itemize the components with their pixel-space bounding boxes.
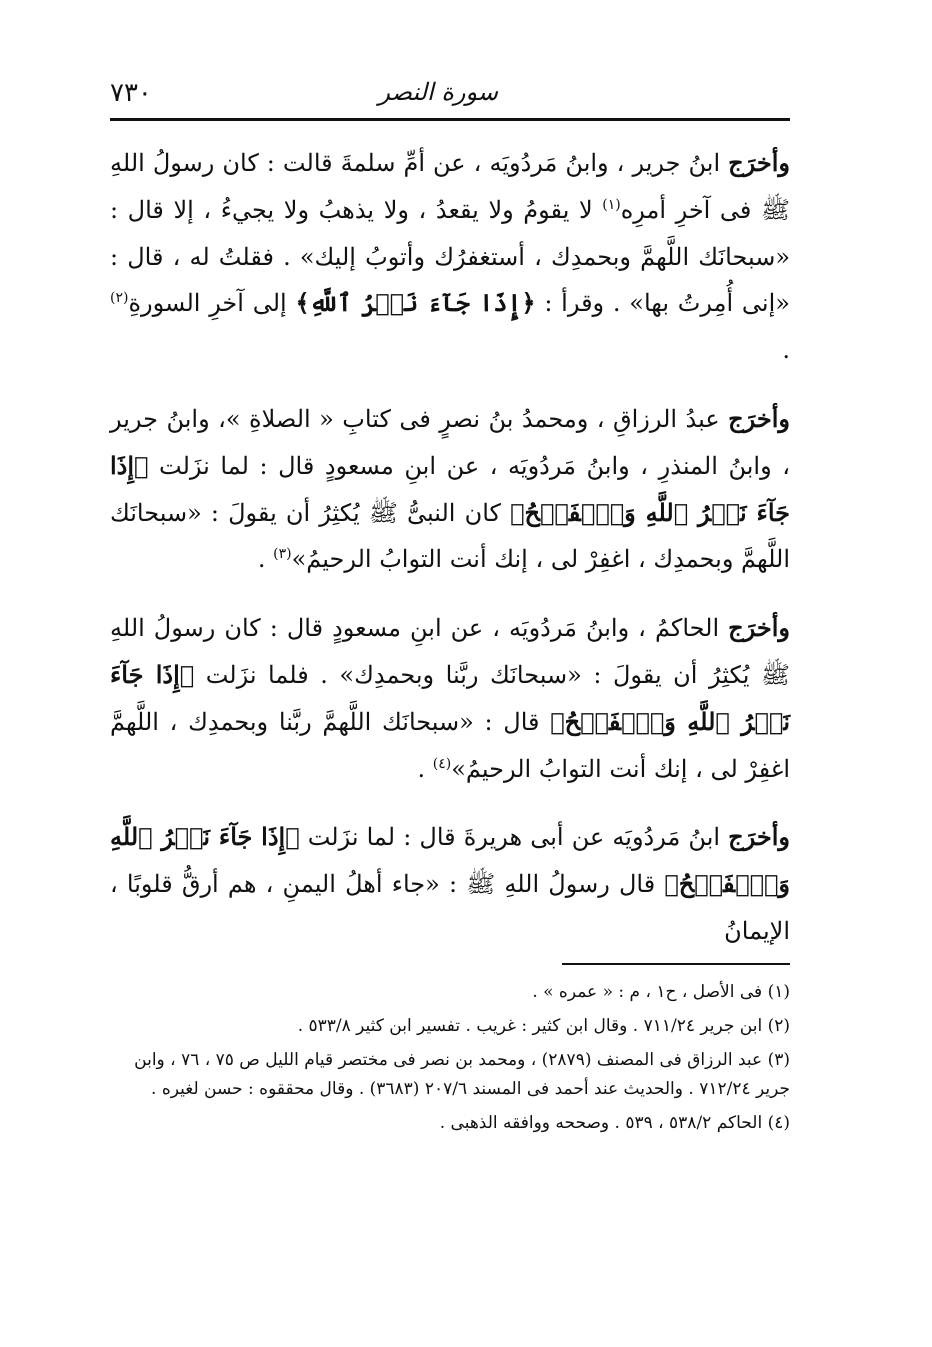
paragraph-end: . [782,336,790,365]
footnote: (٢) ابن جرير ٧١١/٢٤ . وقال ابن كثير : غريب . تفسير ابن كثير ٥٣٣/٨ . [297,1015,790,1036]
footnote: (٤) الحاكم ٥٣٨/٢ ، ٥٣٩ . وصححه ووافقه الذهبى . [439,1113,790,1133]
paragraph-text: عبدُ الرزاقِ ، ومحمدُ بنُ نصرٍ فى كتابِ « الصلاةِ »، وابنُ جرير ، وابنُ المنذرِ ، وابنُ مَردُويَه ، عن ابنِ مسعودٍ قال : لما نزَلت [110,404,790,480]
footnotes [110,978,790,1143]
footnote-ref: (٤) [432,755,452,772]
footnote: (٣) عبد الرزاق فى المصنف (٢٨٧٩) ، ومحمد بن نصر فى مختصر قيام الليل ص ٧٥ ، ٧٦ ، وابن جرير ٧١٢/٢٤ . والحديث عند أحمد فى المسند ٢٠٧/٦ (٣٦٨٣) . وقال محققوه : حسن لغيره . [134,1049,790,1100]
paragraph-2 [110,396,790,583]
paragraph-text: ابنُ مَردُويَه عن أبى هريرةَ قال : لما نزَلت [307,823,721,852]
paragraph-text: ابنُ جرير ، وابنُ مَردُويَه ، عن أمِّ سلمةَ قالت : كان رسولُ اللهِ ﷺ فى آخرِ أمرِه [110,149,790,224]
quran-quote: ﴿إِذَا جَآءَ نَصۡرُ ٱللَّهِ وَٱلۡفَتۡحُ﴾ [110,450,790,527]
header-rule [110,118,790,121]
paragraph-text: إلى آخرِ السورةِ [128,289,287,318]
paragraph-text: كان النبىُّ ﷺ يُكثِرُ أن يقولَ : «سبحانَك اللَّهمَّ وبحمدِك ، اغفِرْ لى ، إنك أنت التوابُ الرحيمُ» [110,498,790,574]
main-text [110,140,790,977]
footnote-ref: (٣) [273,546,292,563]
paragraph-lead: وأخرَج [728,822,790,852]
paragraph-text: قال رسولُ اللهِ ﷺ : «جاء أهلُ اليمنِ ، هم أرقُّ قلوبًا ، الإيمانُ [110,870,790,945]
paragraph-end: . [417,754,426,783]
footnote-ref: (٢) [110,290,129,307]
footnote-ref: (١) [602,196,621,213]
paragraph-1 [110,140,790,374]
paragraph-3 [110,605,790,792]
paragraph-text: الحاكمُ ، وابنُ مَردُويَه ، عن ابنِ مسعودٍ قال : كان رسولُ اللهِ ﷺ يُكثِرُ أن يقولَ : «سبحانَك ربَّنا وبحمدِك» . فلما نزَلت [110,614,790,689]
paragraph-4 [110,814,790,954]
page-number: ٧٣٠ [110,78,152,108]
quran-quote: ﴿إِذَا جَآءَ نَصۡرُ ٱللَّهِ﴾ [295,288,536,318]
paragraph-lead: وأخرَج [728,148,790,177]
paragraph-lead: وأخرَج [728,613,790,643]
footnote-separator [562,963,790,965]
quran-quote: ﴿إِذَا جَآءَ نَصۡرُ ٱللَّهِ وَٱلۡفَتۡحُ﴾ [110,822,790,899]
running-title: سورة النصر [378,78,498,106]
paragraph-lead: وأخرَج [728,403,790,433]
paragraph-text: قال : «سبحانَك اللَّهمَّ ربَّنا وبحمدِك ، اللَّهمَّ اغفِرْ لى ، إنك أنت التوابُ الرحيمُ» [110,707,790,783]
footnote: (١) فى الأصل ، ح١ ، م : « عمره » . [532,982,790,1002]
paragraph-text: لا يقومُ ولا يقعدُ ، ولا يذهبُ ولا يجيءُ ، إلا قال : «سبحانَك اللَّهمَّ وبحمدِك ، أستغفرُك وأتوبُ إليك» . فقلتُ له ، قال : «إنى أُمِرتُ بها» . وقرأ : [110,195,790,318]
paragraph-end: . [257,545,266,574]
page-header [110,60,790,122]
quran-quote: ﴿إِذَا جَآءَ نَصۡرُ ٱللَّهِ وَٱلۡفَتۡحُ﴾ [110,659,790,736]
